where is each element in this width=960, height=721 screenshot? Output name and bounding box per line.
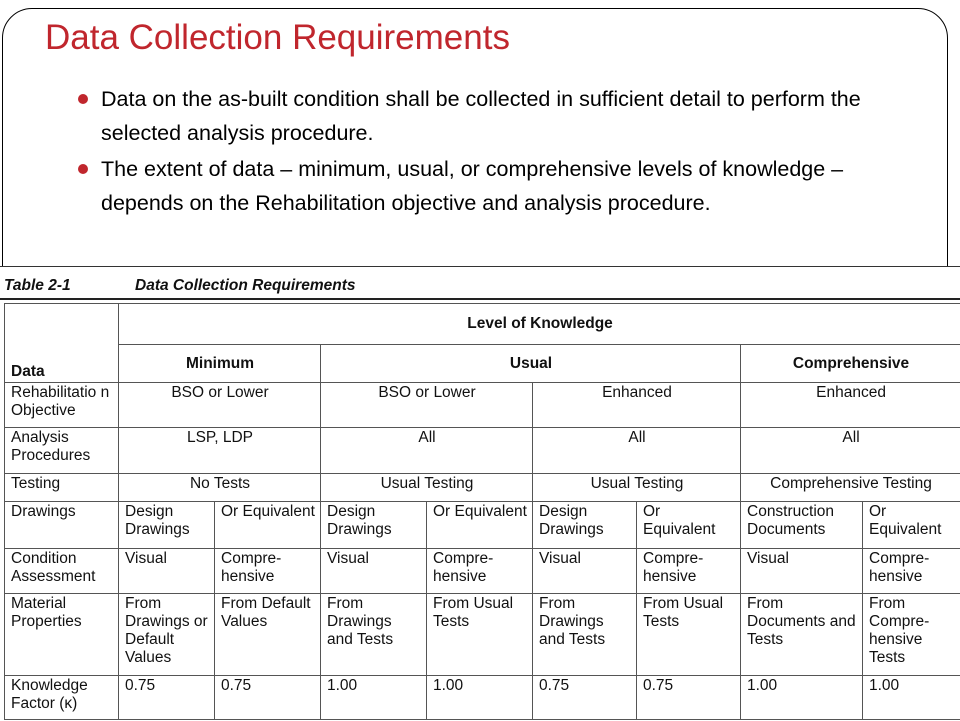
bullet-text: The extent of data – minimum, usual, or comprehensive levels of knowledge – depends on the Rehabilitation objective and analysis procedure. [101,157,843,215]
table-row [5,428,960,474]
table-number: Table 2-1 [4,277,71,295]
table-row [5,474,960,502]
table-cell: From Drawings and Tests [533,594,637,676]
table-cell: All [321,428,533,474]
row-label: Knowledge Factor (κ) [5,676,119,720]
table-cell: Visual [321,549,427,594]
table-cell: 1.00 [427,676,533,720]
table-cell: Visual [119,549,215,594]
level-usual: Usual [321,345,741,383]
table-row [5,676,960,720]
level-comprehensive: Comprehensive [741,345,960,383]
table-cell: All [741,428,960,474]
table-top-rule [0,298,960,300]
table-cell: 1.00 [741,676,863,720]
bullet-item [78,82,918,150]
data-header: Data [5,304,119,383]
bullet-dot-icon [78,164,88,174]
table-row [5,304,960,345]
table-cell: 0.75 [215,676,321,720]
table-row [5,502,960,549]
table-cell: Or Equivalent [215,502,321,549]
level-of-knowledge-header: Level of Knowledge [119,304,960,345]
bullet-text: Data on the as-built condition shall be collected in sufficient detail to perform the selected analysis procedure. [101,87,861,145]
table-cell: Visual [533,549,637,594]
table-cell: 0.75 [533,676,637,720]
table-cell: Or Equivalent [427,502,533,549]
table-cell: From Drawings and Tests [321,594,427,676]
row-label: Drawings [5,502,119,549]
bullet-dot-icon [78,94,88,104]
data-collection-table [4,303,960,720]
table-cell: Construction Documents [741,502,863,549]
table-row [5,549,960,594]
table-cell: 0.75 [119,676,215,720]
table-cell: BSO or Lower [321,383,533,428]
row-label: Testing [5,474,119,502]
table-cell: 1.00 [321,676,427,720]
row-label: Material Properties [5,594,119,676]
table-cell: From Compre- hensive Tests [863,594,960,676]
table-cell: Usual Testing [533,474,741,502]
slide-title: Data Collection Requirements [45,18,510,58]
table-cell: 1.00 [863,676,960,720]
table-cell: From Drawings or Default Values [119,594,215,676]
table-cell: From Default Values [215,594,321,676]
table-title: Data Collection Requirements [135,277,356,295]
table-cell: LSP, LDP [119,428,321,474]
row-label: Rehabilitatio n Objective [5,383,119,428]
table-cell: Visual [741,549,863,594]
table-cell: Design Drawings [533,502,637,549]
table-cell: Compre- hensive [637,549,741,594]
table-cell: Compre- hensive [427,549,533,594]
table-cell: From Usual Tests [637,594,741,676]
table-row [5,383,960,428]
table-cell: From Documents and Tests [741,594,863,676]
row-label: Analysis Procedures [5,428,119,474]
table-cell: Enhanced [533,383,741,428]
bullet-item [78,152,918,220]
table-cell: Design Drawings [321,502,427,549]
table-cell: BSO or Lower [119,383,321,428]
table-cell: 0.75 [637,676,741,720]
table-cell: Compre- hensive [215,549,321,594]
table-cell: Comprehensive Testing [741,474,960,502]
table-cell: Or Equivalent [637,502,741,549]
level-minimum: Minimum [119,345,321,383]
table-cell: All [533,428,741,474]
table-row [5,345,960,383]
table-cell: From Usual Tests [427,594,533,676]
bullet-list [78,82,918,222]
table-cell: Design Drawings [119,502,215,549]
row-label: Condition Assessment [5,549,119,594]
table-cell: Compre- hensive [863,549,960,594]
table-row [5,594,960,676]
table-cell: Enhanced [741,383,960,428]
table-cell: Or Equivalent [863,502,960,549]
table-cell: No Tests [119,474,321,502]
table-image [0,266,960,721]
table-cell: Usual Testing [321,474,533,502]
